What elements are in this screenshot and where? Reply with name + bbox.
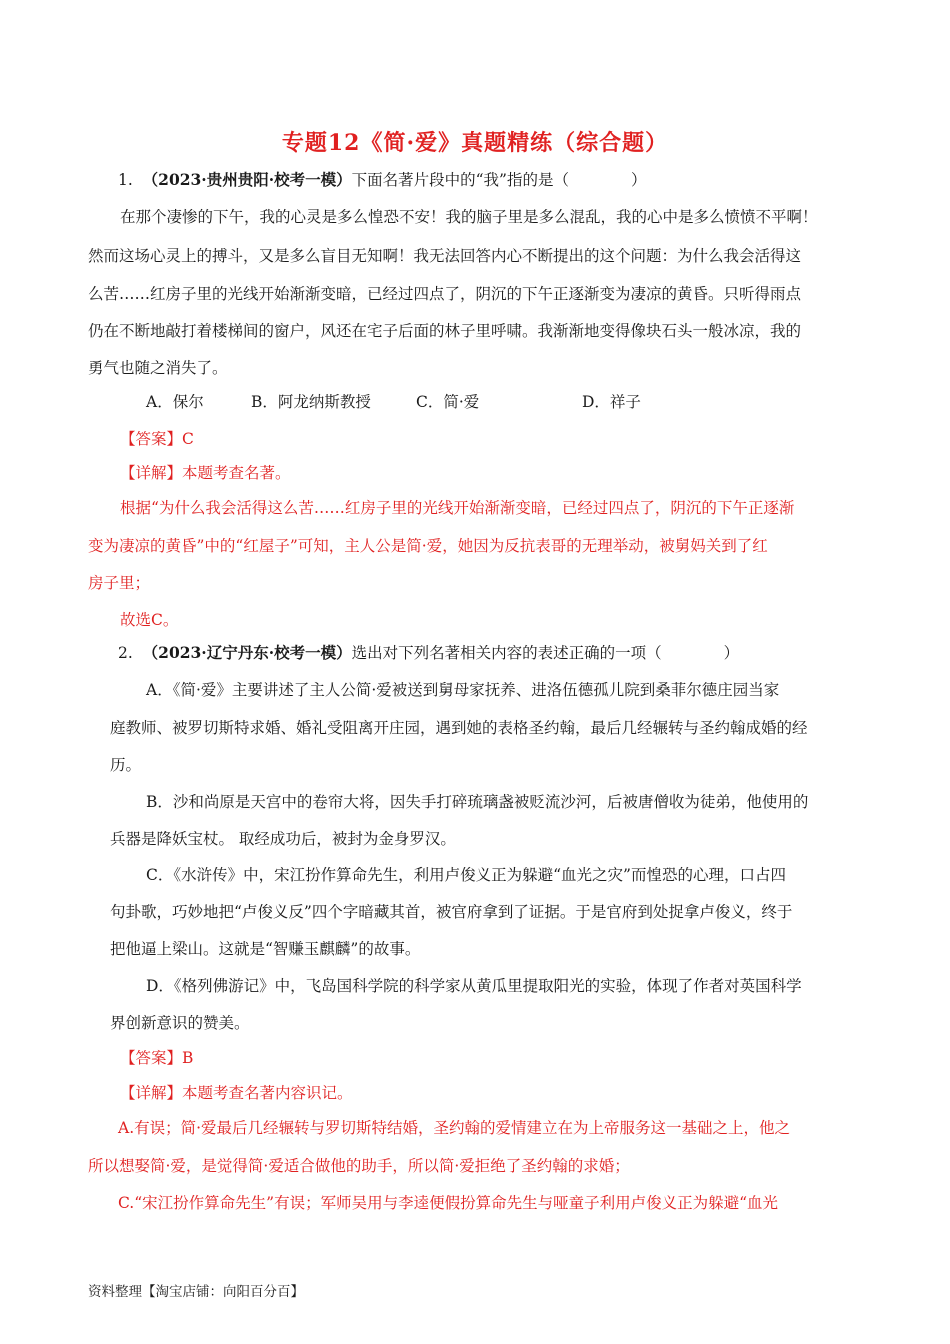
question-2-option-line: A．《简·爱》主要讲述了主人公简·爱被送到舅母家抚养、进洛伍德孤儿院到桑菲尔德庄园当家 bbox=[146, 681, 780, 699]
question-2-option-line: 庭教师、被罗切斯特求婚、婚礼受阻离开庄园，遇到她的表格圣约翰，最后几经辗转与圣约翰成婚的经 bbox=[110, 719, 808, 737]
detail-text: 本题考查名著。 bbox=[182, 464, 291, 482]
question-1-option-a: A．保尔 bbox=[146, 393, 204, 411]
question-1-option-c: C．简·爱 bbox=[416, 393, 480, 411]
answer-value: C bbox=[182, 430, 194, 448]
question-1-option-d: D．祥子 bbox=[582, 393, 641, 411]
question-2-option-line: 兵器是降妖宝杖。 取经成功后，被封为金身罗汉。 bbox=[110, 830, 456, 848]
question-1-passage-line: 仍在不断地敲打着楼梯间的窗户，风还在宅子后面的林子里呼啸。我渐渐地变得像块石头一般冰凉，我的 bbox=[88, 322, 802, 340]
question-2-option-line: D．《格列佛游记》中，飞岛国科学院的科学家从黄瓜里提取阳光的实验，体现了作者对英国科学 bbox=[146, 977, 802, 995]
question-1-explanation-line: 房子里； bbox=[88, 574, 151, 592]
question-2-stem: 选出对下列名著相关内容的表述正确的一项（ ） bbox=[351, 644, 740, 662]
question-2-option-line: 句卦歌，巧妙地把“卢俊义反”四个字暗藏其首，被官府拿到了证据。于是官府到处捉拿卢俊义，终于 bbox=[110, 903, 793, 921]
question-1-detail bbox=[120, 463, 291, 483]
question-2-detail bbox=[120, 1083, 353, 1103]
page-title: 专题12《简·爱》真题精练（综合题） bbox=[281, 130, 669, 156]
question-1-option-b: B．阿龙纳斯教授 bbox=[251, 393, 371, 411]
detail-label: 【详解】 bbox=[120, 1084, 183, 1102]
question-1-explanation-line: 根据“为什么我会活得这么苦……红房子里的光线开始渐渐变暗，已经过四点了，阴沉的下午正逐渐 bbox=[120, 499, 795, 517]
answer-label: 【答案】 bbox=[120, 430, 183, 448]
detail-label: 【详解】 bbox=[120, 464, 183, 482]
question-2-number: 2. bbox=[118, 644, 133, 662]
detail-text: 本题考查名著内容识记。 bbox=[182, 1084, 353, 1102]
question-1-passage-line: 然而这场心灵上的搏斗，又是多么盲目无知啊！我无法回答内心不断提出的这个问题：为什么我会活得这 bbox=[88, 247, 802, 265]
question-1-number: 1. bbox=[118, 171, 133, 189]
question-2-header bbox=[118, 643, 739, 663]
footer-source: 资料整理【淘宝店铺：向阳百分百】 bbox=[88, 1284, 304, 1300]
question-2-option-line: 把他逼上梁山。这就是“智赚玉麒麟”的故事。 bbox=[110, 940, 421, 958]
question-2-option-line: 历。 bbox=[110, 756, 142, 774]
question-1-explanation-line: 变为凄凉的黄昏”中的“红屋子”可知，主人公是简·爱，她因为反抗表哥的无理举动，被舅妈关到了红 bbox=[88, 537, 768, 555]
question-2-option-line: C．《水浒传》中，宋江扮作算命先生，利用卢俊义正为躲避“血光之灾”而惶恐的心理，口占四 bbox=[146, 866, 786, 884]
answer-label: 【答案】 bbox=[120, 1049, 183, 1067]
question-2-explanation-line: A.有误；简·爱最后几经辗转与罗切斯特结婚，圣约翰的爱情建立在为上帝服务这一基础之上，他之 bbox=[118, 1119, 791, 1137]
question-1-conclusion: 故选C。 bbox=[120, 611, 179, 629]
question-2-answer bbox=[120, 1048, 193, 1068]
question-2-source: （2023·辽宁丹东·校考一模） bbox=[142, 643, 352, 662]
question-1-passage-line: 在那个凄惨的下午，我的心灵是多么惶恐不安！我的脑子里是多么混乱，我的心中是多么愤愤不平啊！ bbox=[120, 208, 818, 226]
question-1-header bbox=[118, 170, 646, 190]
answer-value: B bbox=[182, 1049, 194, 1067]
question-1-passage-line: 么苦……红房子里的光线开始渐渐变暗，已经过四点了，阴沉的下午正逐渐变为凄凉的黄昏。只听得雨点 bbox=[88, 285, 802, 303]
question-2-explanation-line: 所以想娶简·爱，是觉得简·爱适合做他的助手，所以简·爱拒绝了圣约翰的求婚； bbox=[88, 1157, 630, 1175]
question-1-source: （2023·贵州贵阳·校考一模） bbox=[142, 170, 352, 189]
question-1-stem: 下面名著片段中的“我”指的是（ ） bbox=[351, 171, 647, 189]
question-1-passage-line: 勇气也随之消失了。 bbox=[88, 359, 228, 377]
question-2-explanation-line: C.“宋江扮作算命先生”有误；军师吴用与李逵便假扮算命先生与哑童子利用卢俊义正为躲避“血光 bbox=[118, 1194, 779, 1212]
question-1-answer bbox=[120, 429, 194, 449]
question-2-option-line: B．沙和尚原是天宫中的卷帘大将，因失手打碎琉璃盏被贬流沙河，后被唐僧收为徒弟，他使用的 bbox=[146, 793, 809, 811]
question-2-option-line: 界创新意识的赞美。 bbox=[110, 1014, 250, 1032]
